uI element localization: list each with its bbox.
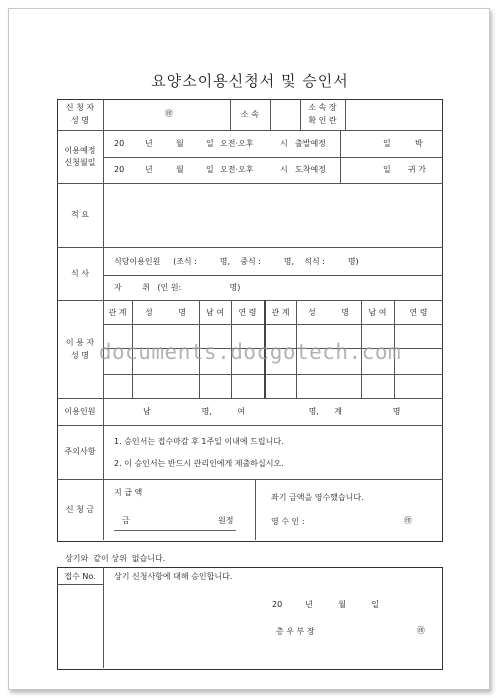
- count-label: 이용인원: [64, 407, 96, 416]
- arrival-hour-unit: 시: [280, 165, 288, 174]
- notes-item-2: 2. 이 승인서는 반드시 관리인에게 제출하십시오.: [114, 459, 284, 468]
- row-divider: [57, 300, 443, 301]
- row-divider: [57, 247, 443, 248]
- count-text: 남 명, 여 명, 계 명: [143, 407, 401, 416]
- receipt-number-label: 접수 No.: [64, 572, 96, 581]
- row-divider: [103, 157, 443, 158]
- affiliation-label: 소 속: [241, 110, 259, 119]
- remarks-label: 적 요: [71, 210, 89, 219]
- applicant-label-line2: 성 명: [71, 116, 89, 125]
- users-header-gender: 남 여: [206, 308, 224, 317]
- users-header-gender: 남 여: [368, 308, 387, 317]
- departure-year: 20: [114, 139, 125, 148]
- row-divider: [57, 425, 443, 426]
- users-label-line1: 이 용 자: [65, 338, 95, 347]
- label-column-divider: [103, 99, 104, 540]
- approval-box: [57, 567, 443, 670]
- amount-prefix: 금: [122, 516, 130, 525]
- amount-suffix: 원정: [218, 516, 234, 525]
- receiver-seal: ㊞: [404, 516, 412, 525]
- approval-statement: 상기 신청사항에 대해 승인합니다.: [114, 572, 233, 581]
- receipt-number-divider: [103, 567, 104, 668]
- row-divider: [57, 130, 443, 131]
- watermark: documents.docgotech.com: [98, 340, 402, 364]
- cell-divider: [270, 99, 271, 130]
- row-divider: [57, 183, 443, 184]
- schedule-label-line1: 이용예정: [64, 146, 96, 155]
- general-affairs-manager: 총 우 부 장: [276, 627, 315, 636]
- declaration-statement: 상기와 같이 상위 없습니다.: [65, 554, 166, 563]
- departure-day-unit: 일: [206, 139, 214, 148]
- arrival-year-unit: 년: [145, 165, 153, 174]
- cell-divider: [340, 130, 341, 183]
- fee-label: 신 청 금: [65, 505, 95, 514]
- supervisor-label-line1: 소 속 장: [308, 103, 337, 112]
- return-home-label: 귀 가: [408, 165, 426, 174]
- document-title: 요양소이용신청서 및 승인서: [151, 72, 349, 90]
- arrival-month-unit: 월: [176, 165, 184, 174]
- row-divider: [103, 275, 443, 276]
- users-header-age: 연 령: [238, 308, 257, 317]
- applicant-label-line1: 신 청 자: [65, 103, 95, 112]
- departure-hour-unit: 시: [280, 139, 288, 148]
- meal-label: 식 사: [71, 269, 89, 278]
- cell-divider: [255, 479, 256, 540]
- departure-month-unit: 월: [176, 139, 184, 148]
- cell-divider: [345, 99, 346, 130]
- users-header-name: 성 명: [308, 308, 349, 317]
- receipt-number-underline: [57, 584, 103, 585]
- users-header-name: 성 명: [145, 308, 186, 317]
- receiver-label: 영 수 인 :: [271, 517, 305, 526]
- schedule-label-line2: 신청월일: [64, 158, 96, 167]
- return-day-unit: 일: [383, 165, 391, 174]
- departure-label: 출발예정: [295, 139, 326, 148]
- row-divider: [103, 374, 443, 375]
- row-divider: [57, 479, 443, 480]
- users-header-age: 연 령: [409, 308, 428, 317]
- receipt-statement: 좌기 금액을 영수했습니다.: [271, 493, 364, 502]
- applicant-seal: ㊞: [165, 109, 173, 118]
- meal-count-line: 식당이용인원 (조식 : 명, 중식 : 명, 석식 : 명): [114, 257, 359, 266]
- arrival-year: 20: [114, 165, 125, 174]
- departure-ampm: 오전·오후: [220, 139, 254, 148]
- notes-label: 주의사항: [64, 447, 96, 456]
- users-header-relation: 관 계: [108, 308, 127, 317]
- supervisor-label-line2: 확 인 란: [308, 116, 337, 125]
- arrival-ampm: 오전·오후: [220, 165, 254, 174]
- users-header-relation: 관 계: [271, 308, 290, 317]
- row-divider: [103, 324, 443, 325]
- stay-day-unit: 일: [383, 139, 391, 148]
- row-divider: [57, 398, 443, 399]
- arrival-day-unit: 일: [206, 165, 214, 174]
- notes-item-1: 1. 승인서는 접수마감 후 1주일 이내에 드립니다.: [114, 437, 284, 446]
- self-catering-line: 자 취 (인 원: 명): [114, 283, 241, 292]
- payment-amount-label: 지 급 액: [114, 488, 143, 497]
- manager-seal: ㊞: [417, 626, 425, 635]
- stay-night-unit: 박: [415, 139, 423, 148]
- arrival-label: 도착예정: [295, 165, 326, 174]
- approval-date: 20 년 월 일: [272, 600, 380, 609]
- amount-underline: [114, 530, 236, 531]
- users-label-line2: 성 명: [71, 351, 89, 360]
- departure-year-unit: 년: [145, 139, 153, 148]
